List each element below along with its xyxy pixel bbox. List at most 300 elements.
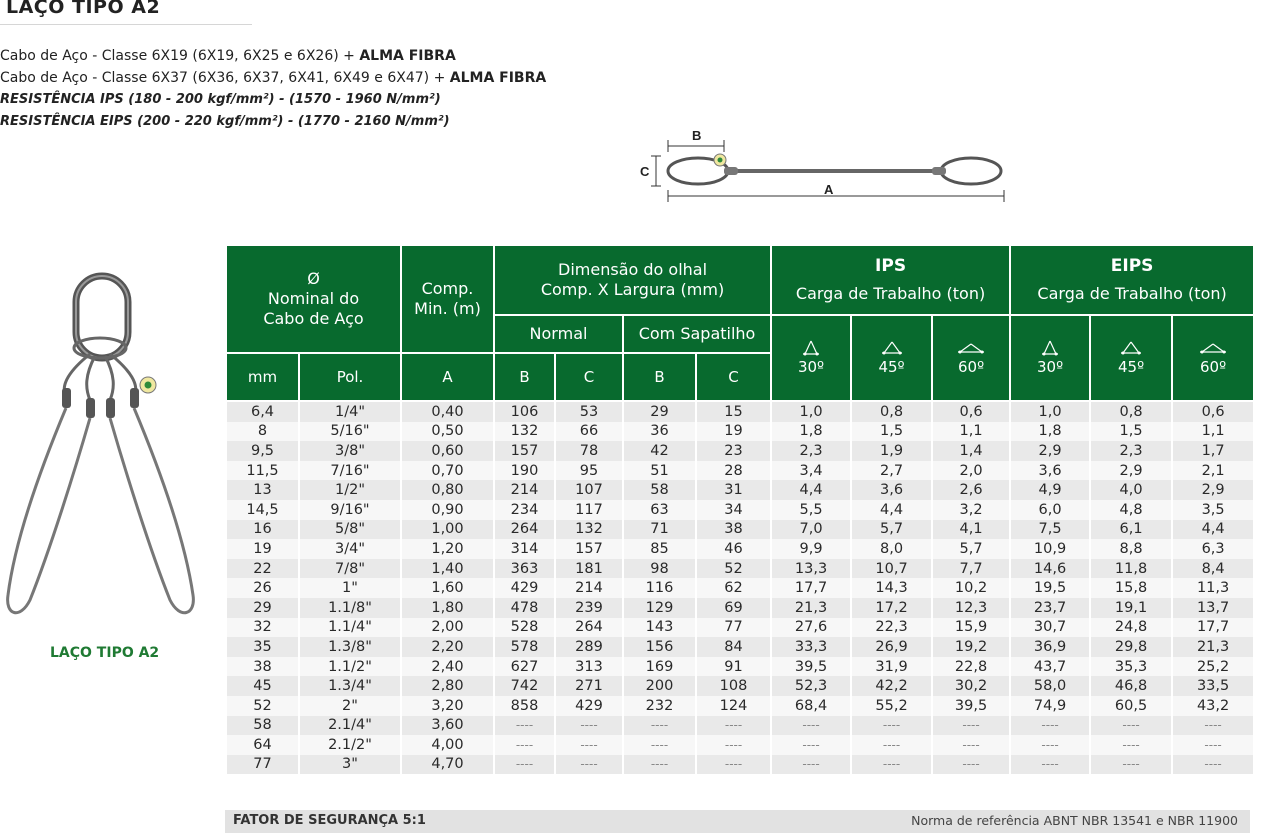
table-cell: 1,8 [771,422,851,442]
table-cell: 271 [555,676,623,696]
table-cell: 0,50 [401,422,494,442]
table-cell: 1,00 [401,520,494,540]
table-cell: 2,9 [1090,461,1172,481]
table-cell: 3/8" [299,441,401,461]
table-cell: ---- [851,716,932,736]
table-cell: 22,3 [851,618,932,638]
table-cell: 21,3 [1172,637,1254,657]
table-cell: 117 [555,500,623,520]
table-cell: 33,3 [771,637,851,657]
table-cell: 1.1/2" [299,657,401,677]
page-title: LAÇO TIPO A2 [6,0,161,18]
header-eye-dimension: Dimensão do olhal Comp. X Largura (mm) [494,245,771,315]
table-cell: 34 [696,500,771,520]
table-cell: 69 [696,598,771,618]
table-row [226,676,1254,696]
header-ips-45: 45º [851,315,932,401]
table-cell: 0,80 [401,480,494,500]
table-cell: 98 [623,559,696,579]
table-cell: 264 [555,618,623,638]
table-cell: 116 [623,578,696,598]
header-thimble-c: C [696,353,771,401]
table-cell: 71 [623,520,696,540]
table-cell: 29,8 [1090,637,1172,657]
header-diameter: Ø Nominal do Cabo de Aço [226,245,401,353]
table-cell: 45 [226,676,299,696]
header-normal-c: C [555,353,623,401]
table-cell: 1,1 [932,422,1010,442]
table-cell: 60,5 [1090,696,1172,716]
table-cell: 32 [226,618,299,638]
dimension-b-label: B [692,128,702,143]
table-cell: 6,3 [1172,539,1254,559]
table-row [226,441,1254,461]
table-cell: 5,5 [771,500,851,520]
table-cell: 74,9 [1010,696,1090,716]
table-cell: 5/16" [299,422,401,442]
table-cell: 58 [226,716,299,736]
table-cell: 12,3 [932,598,1010,618]
table-cell: 8,4 [1172,559,1254,579]
table-cell: 143 [623,618,696,638]
table-cell: 15 [696,401,771,422]
table-cell: 68,4 [771,696,851,716]
table-cell: 1,0 [771,401,851,422]
table-cell: 1,5 [851,422,932,442]
table-cell: 22,8 [932,657,1010,677]
table-cell: 3,4 [771,461,851,481]
dimension-c-label: C [640,164,650,179]
table-cell: 11,5 [226,461,299,481]
table-cell: 200 [623,676,696,696]
illustration-caption: LAÇO TIPO A2 [50,645,160,661]
specification-table [225,244,1255,774]
table-cell: 43,2 [1172,696,1254,716]
table-cell: 10,9 [1010,539,1090,559]
table-cell: 23,7 [1010,598,1090,618]
table-cell: 1,20 [401,539,494,559]
table-cell: 190 [494,461,555,481]
table-cell: ---- [623,735,696,755]
table-cell: 77 [226,755,299,775]
table-row [226,480,1254,500]
table-cell: ---- [696,755,771,775]
table-cell: 124 [696,696,771,716]
table-cell: 42,2 [851,676,932,696]
header-eips-30: 30º [1010,315,1090,401]
table-cell: ---- [1010,716,1090,736]
table-cell: 7,7 [932,559,1010,579]
table-cell: 129 [623,598,696,618]
table-cell: 0,6 [1172,401,1254,422]
table-cell: 58 [623,480,696,500]
table-cell: ---- [623,755,696,775]
table-cell: 31 [696,480,771,500]
angle-45-icon [879,339,905,357]
table-cell: ---- [932,735,1010,755]
table-cell: 3,6 [1010,461,1090,481]
table-cell: 10,7 [851,559,932,579]
table-cell: 0,8 [1090,401,1172,422]
table-cell: 107 [555,480,623,500]
table-cell: 106 [494,401,555,422]
table-cell: 14,3 [851,578,932,598]
table-cell: 2,6 [932,480,1010,500]
table-cell: 22 [226,559,299,579]
table-cell: 7,0 [771,520,851,540]
dimension-a-label: A [824,182,834,197]
table-cell: 36 [623,422,696,442]
table-row [226,637,1254,657]
table-cell: 52 [696,559,771,579]
table-cell: 4,1 [932,520,1010,540]
table-cell: 28 [696,461,771,481]
table-cell: 13,7 [1172,598,1254,618]
table-cell: 1/2" [299,480,401,500]
table-cell: 3,20 [401,696,494,716]
table-cell: 2.1/4" [299,716,401,736]
table-row [226,559,1254,579]
table-cell: 214 [494,480,555,500]
header-ips: IPS Carga de Trabalho (ton) [771,245,1010,315]
table-cell: 19,1 [1090,598,1172,618]
table-cell: 19,2 [932,637,1010,657]
table-cell: 0,90 [401,500,494,520]
title-divider [0,24,252,25]
table-cell: 52,3 [771,676,851,696]
angle-45-icon [1118,339,1144,357]
table-cell: 21,3 [771,598,851,618]
table-cell: ---- [555,716,623,736]
table-cell: 27,6 [771,618,851,638]
header-eips-45: 45º [1090,315,1172,401]
table-cell: 157 [494,441,555,461]
table-cell: 13,3 [771,559,851,579]
table-cell: 1.1/4" [299,618,401,638]
table-cell: 91 [696,657,771,677]
table-cell: 6,4 [226,401,299,422]
table-cell: 5/8" [299,520,401,540]
table-cell: 58,0 [1010,676,1090,696]
spec-lines [0,46,546,132]
table-cell: 6,0 [1010,500,1090,520]
table-cell: 858 [494,696,555,716]
table-cell: 0,40 [401,401,494,422]
table-cell: ---- [494,716,555,736]
table-cell: 1/4" [299,401,401,422]
table-cell: ---- [494,735,555,755]
header-pol: Pol. [299,353,401,401]
table-cell: 29 [226,598,299,618]
table-cell: 4,00 [401,735,494,755]
header-ips-60: 60º [932,315,1010,401]
table-cell: 14,6 [1010,559,1090,579]
table-row [226,422,1254,442]
header-normal: Normal [494,315,623,353]
table-cell: 30,7 [1010,618,1090,638]
table-cell: 15,9 [932,618,1010,638]
table-cell: 23 [696,441,771,461]
table-cell: 19,5 [1010,578,1090,598]
table-cell: ---- [1010,755,1090,775]
table-cell: 289 [555,637,623,657]
table-row [226,618,1254,638]
table-cell: 35 [226,637,299,657]
table-row [226,578,1254,598]
table-cell: 429 [494,578,555,598]
table-cell: 1.3/8" [299,637,401,657]
table-cell: 1,0 [1010,401,1090,422]
table-cell: 39,5 [932,696,1010,716]
header-mm: mm [226,353,299,401]
header-ips-30: 30º [771,315,851,401]
table-row [226,500,1254,520]
table-cell: 0,6 [932,401,1010,422]
table-cell: 156 [623,637,696,657]
table-cell: ---- [851,755,932,775]
header-normal-b: B [494,353,555,401]
table-cell: 0,70 [401,461,494,481]
table-cell: 1,60 [401,578,494,598]
table-cell: 2,3 [771,441,851,461]
table-cell: 95 [555,461,623,481]
table-cell: 3,2 [932,500,1010,520]
table-cell: 132 [494,422,555,442]
table-cell: 2" [299,696,401,716]
table-cell: 1,9 [851,441,932,461]
table-cell: 25,2 [1172,657,1254,677]
sling-dimension-diagram [636,124,1016,214]
table-cell: 53 [555,401,623,422]
header-min-length: Comp. Min. (m) [401,245,494,353]
table-row [226,598,1254,618]
table-cell: 77 [696,618,771,638]
footer-bar [225,810,1250,833]
table-cell: 2,40 [401,657,494,677]
table-row [226,461,1254,481]
table-cell: ---- [771,755,851,775]
header-with-thimble: Com Sapatilho [623,315,771,353]
table-cell: 14,5 [226,500,299,520]
table-cell: 17,7 [771,578,851,598]
table-cell: 7,5 [1010,520,1090,540]
table-cell: 62 [696,578,771,598]
table-cell: 78 [555,441,623,461]
table-cell: ---- [623,716,696,736]
table-cell: 7/8" [299,559,401,579]
table-cell: 43,7 [1010,657,1090,677]
table-cell: ---- [771,735,851,755]
spec-line-2: Cabo de Aço - Classe 6X37 (6X36, 6X37, 6X41, 6X49 e 6X47) + ALMA FIBRA [0,69,547,86]
table-cell: 1,80 [401,598,494,618]
table-cell: 24,8 [1090,618,1172,638]
table-cell: 0,60 [401,441,494,461]
table-cell: 2,7 [851,461,932,481]
table-cell: 1,8 [1010,422,1090,442]
safety-factor-note: FATOR DE SEGURANÇA 5:1 [233,813,426,828]
table-cell: 9,5 [226,441,299,461]
angle-60-icon [1199,339,1227,357]
table-cell: 2,80 [401,676,494,696]
table-row [226,539,1254,559]
table-cell: 38 [226,657,299,677]
table-cell: 31,9 [851,657,932,677]
table-cell: 314 [494,539,555,559]
table-cell: 84 [696,637,771,657]
table-cell: 181 [555,559,623,579]
table-cell: 234 [494,500,555,520]
table-cell: 4,4 [771,480,851,500]
table-row [226,520,1254,540]
table-cell: 264 [494,520,555,540]
table-row [226,716,1254,736]
table-cell: 9,9 [771,539,851,559]
table-cell: 38 [696,520,771,540]
table-cell: 4,9 [1010,480,1090,500]
header-eips-60: 60º [1172,315,1254,401]
table-cell: 1" [299,578,401,598]
table-cell: 2,9 [1172,480,1254,500]
table-cell: 36,9 [1010,637,1090,657]
spec-line-1: Cabo de Aço - Classe 6X19 (6X19, 6X25 e 6X26) + ALMA FIBRA [0,48,456,64]
header-a: A [401,353,494,401]
table-cell: ---- [696,716,771,736]
table-cell: 2,00 [401,618,494,638]
table-cell: 1,7 [1172,441,1254,461]
table-cell: ---- [1010,735,1090,755]
table-row [226,755,1254,775]
table-cell: 11,8 [1090,559,1172,579]
table-cell: 4,4 [1172,520,1254,540]
table-cell: 46 [696,539,771,559]
table-cell: 232 [623,696,696,716]
table-cell: 478 [494,598,555,618]
table-cell: 4,8 [1090,500,1172,520]
table-cell: ---- [1090,716,1172,736]
table-cell: 1.1/8" [299,598,401,618]
table-cell: 3,60 [401,716,494,736]
header-thimble-b: B [623,353,696,401]
table-cell: 742 [494,676,555,696]
table-row [226,401,1254,422]
table-cell: 11,3 [1172,578,1254,598]
table-cell: 363 [494,559,555,579]
table-cell: 13 [226,480,299,500]
table-cell: 5,7 [932,539,1010,559]
table-cell: 1,5 [1090,422,1172,442]
table-cell: 30,2 [932,676,1010,696]
table-cell: ---- [851,735,932,755]
table-cell: 3/4" [299,539,401,559]
table-cell: ---- [696,735,771,755]
table-cell: 4,0 [1090,480,1172,500]
table-cell: 33,5 [1172,676,1254,696]
table-cell: 15,8 [1090,578,1172,598]
table-cell: 169 [623,657,696,677]
table-cell: ---- [1172,735,1254,755]
table-cell: 35,3 [1090,657,1172,677]
table-cell: 26,9 [851,637,932,657]
table-cell: 2,3 [1090,441,1172,461]
table-cell: ---- [1090,755,1172,775]
table-cell: 55,2 [851,696,932,716]
table-cell: 52 [226,696,299,716]
table-cell: 29 [623,401,696,422]
table-cell: 239 [555,598,623,618]
table-cell: 214 [555,578,623,598]
table-cell: 1,4 [932,441,1010,461]
table-cell: 4,4 [851,500,932,520]
angle-30-icon [798,339,824,357]
table-cell: 2,1 [1172,461,1254,481]
table-cell: 3" [299,755,401,775]
table-cell: ---- [932,755,1010,775]
table-body [226,401,1254,774]
table-cell: 17,2 [851,598,932,618]
table-cell: 10,2 [932,578,1010,598]
table-cell: 313 [555,657,623,677]
table-cell: 578 [494,637,555,657]
spec-line-3: RESISTÊNCIA IPS (180 - 200 kgf/mm²) - (1570 - 1960 N/mm²) [0,92,441,107]
table-cell: 39,5 [771,657,851,677]
table-cell: 3,5 [1172,500,1254,520]
table-cell: ---- [1172,755,1254,775]
table-cell: 8 [226,422,299,442]
table-cell: 16 [226,520,299,540]
table-cell: 8,0 [851,539,932,559]
table-cell: 46,8 [1090,676,1172,696]
table-cell: 19 [696,422,771,442]
table-cell: 17,7 [1172,618,1254,638]
sling-illustration [0,270,210,640]
table-cell: 108 [696,676,771,696]
table-cell: 5,7 [851,520,932,540]
table-cell: ---- [1090,735,1172,755]
table-cell: 3,6 [851,480,932,500]
table-cell: 1,1 [1172,422,1254,442]
table-row [226,696,1254,716]
table-cell: 4,70 [401,755,494,775]
table-cell: 429 [555,696,623,716]
table-cell: 19 [226,539,299,559]
reference-standard-note: Norma de referência ABNT NBR 13541 e NBR 11900 [911,813,1238,828]
spec-line-4: RESISTÊNCIA EIPS (200 - 220 kgf/mm²) - (1770 - 2160 N/mm²) [0,113,450,129]
header-eips: EIPS Carga de Trabalho (ton) [1010,245,1254,315]
table-cell: 2,20 [401,637,494,657]
table-cell: 627 [494,657,555,677]
table-cell: 66 [555,422,623,442]
table-cell: 157 [555,539,623,559]
table-cell: 42 [623,441,696,461]
table-cell: ---- [555,755,623,775]
table-cell: 64 [226,735,299,755]
table-cell: 2.1/2" [299,735,401,755]
table-cell: 85 [623,539,696,559]
table-cell: 528 [494,618,555,638]
table-cell: ---- [494,755,555,775]
table-cell: 132 [555,520,623,540]
table-cell: 0,8 [851,401,932,422]
table-cell: ---- [771,716,851,736]
table-cell: 51 [623,461,696,481]
table-cell: 1,40 [401,559,494,579]
table-row [226,735,1254,755]
angle-60-icon [957,339,985,357]
table-cell: ---- [1172,716,1254,736]
table-cell: 6,1 [1090,520,1172,540]
table-cell: 1.3/4" [299,676,401,696]
table-cell: 7/16" [299,461,401,481]
